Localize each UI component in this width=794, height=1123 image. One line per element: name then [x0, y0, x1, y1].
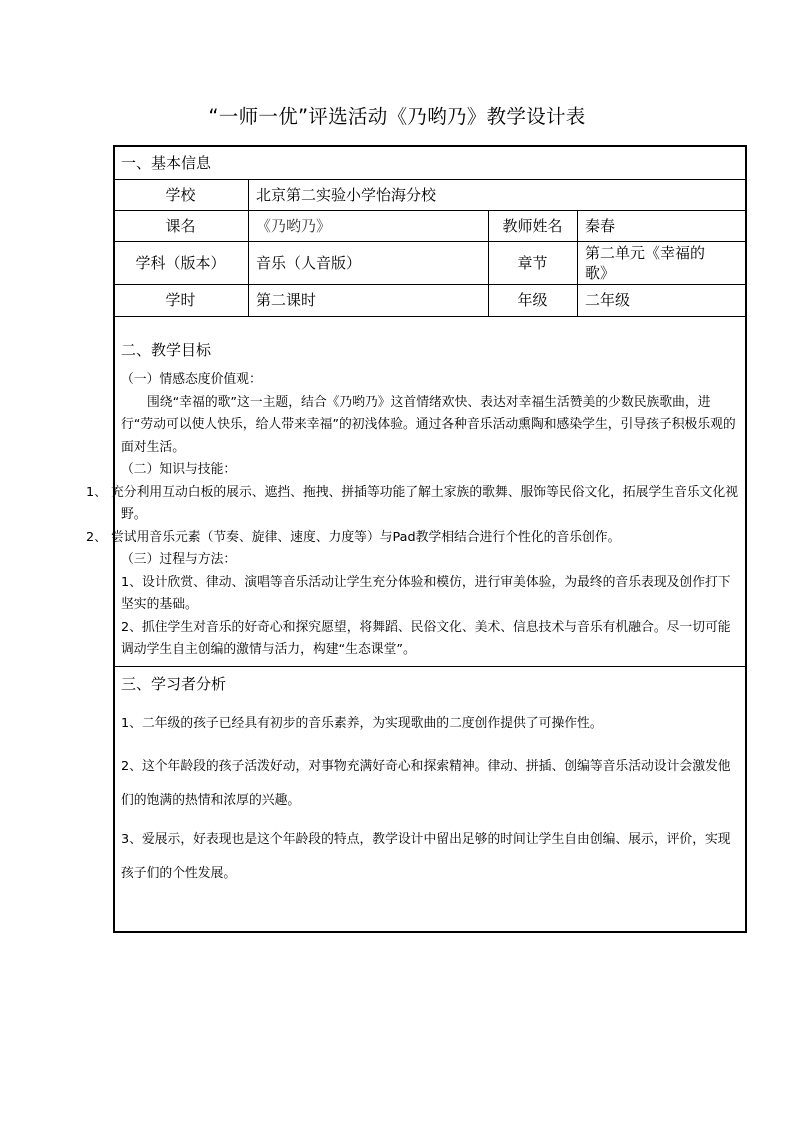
school-value: 北京第二实验小学怡海分校: [256, 186, 437, 204]
chapter-value-line1: 第二单元《幸福的: [585, 244, 706, 262]
course-value: 《乃哟乃》: [256, 217, 332, 235]
table-rule: [113, 210, 747, 211]
section-heading-learner-analysis: 三、学习者分析: [121, 675, 227, 693]
objective-heading-process: （三）过程与方法：: [121, 552, 237, 567]
grade-value: 二年级: [585, 291, 631, 309]
section-heading-objectives: 二、教学目标: [121, 341, 212, 359]
course-label: 课名: [165, 217, 196, 235]
subject-value: 音乐（人音版）: [256, 254, 362, 272]
school-label: 学校: [165, 186, 196, 204]
objective-item: 1、 充分利用互动白板的展示、遮挡、拖拽、拼插等功能了解土家族的歌舞、服饰等民俗文化，拓展学生音乐文化视野。: [86, 484, 739, 522]
subject-label: 学科（版本）: [135, 254, 226, 272]
table-rule: [113, 316, 747, 317]
objective-item: 2、抓住学生对音乐的好奇心和探究愿望，将舞蹈、民俗文化、美术、信息技术与音乐有机融合。尽一切可能调动学生自主创编的激情与活力，构建“生态课堂”。: [121, 619, 731, 657]
teacher-value: 秦春: [585, 217, 616, 235]
period-value: 第二课时: [256, 291, 317, 309]
table-rule: [113, 179, 747, 180]
chapter-label: 章节: [517, 254, 548, 272]
objectives-body: [86, 369, 741, 662]
grade-label: 年级: [517, 291, 548, 309]
table-rule: [113, 241, 747, 242]
table-rule: [577, 210, 578, 316]
objective-item: 2、 尝试用音乐元素（节奏、旋律、速度、力度等）与Pad教学相结合进行个性化的音乐创作。: [86, 529, 621, 545]
table-rule: [113, 284, 747, 285]
table-rule: [113, 666, 747, 667]
teacher-label: 教师姓名: [502, 217, 563, 235]
page-title: “一师一优”评选活动《乃哟乃》教学设计表: [208, 105, 586, 128]
analysis-item: 2、这个年龄段的孩子活泼好动，对事物充满好奇心和探索精神。律动、拼插、创编等音乐活动设计会激发他们的饱满的热情和浓厚的兴趣。: [121, 759, 731, 808]
analysis-item: 3、爱展示，好表现也是这个年龄段的特点，教学设计中留出足够的时间让学生自由创编、展示，评价，实现孩子们的个性发展。: [121, 832, 731, 881]
analysis-item: 1、二年级的孩子已经具有初步的音乐素养，为实现歌曲的二度创作提供了可操作性。: [121, 716, 603, 731]
period-label: 学时: [165, 291, 196, 309]
objective-item: 1、设计欣赏、律动、演唱等音乐活动让学生充分体验和模仿，进行审美体验，为最终的音乐表现及创作打下坚实的基础。: [121, 574, 731, 612]
section-heading-basic-info: 一、基本信息: [121, 154, 212, 172]
table-rule: [248, 179, 249, 316]
objective-heading-attitude: （一）情感态度价值观：: [121, 372, 262, 387]
chapter-value-line2: 歌》: [585, 264, 616, 282]
objective-text-attitude: 围绕“幸福的歌”这一主题，结合《乃哟乃》这首情绪欢快、表达对幸福生活赞美的少数民族歌曲，进行“劳动可以使人快乐，给人带来幸福”的初浅体验。通过各种音乐活动熏陶和感染学生，引导孩子积极乐观的面对生活。: [121, 394, 736, 455]
objective-heading-knowledge: （二）知识与技能：: [121, 462, 237, 477]
